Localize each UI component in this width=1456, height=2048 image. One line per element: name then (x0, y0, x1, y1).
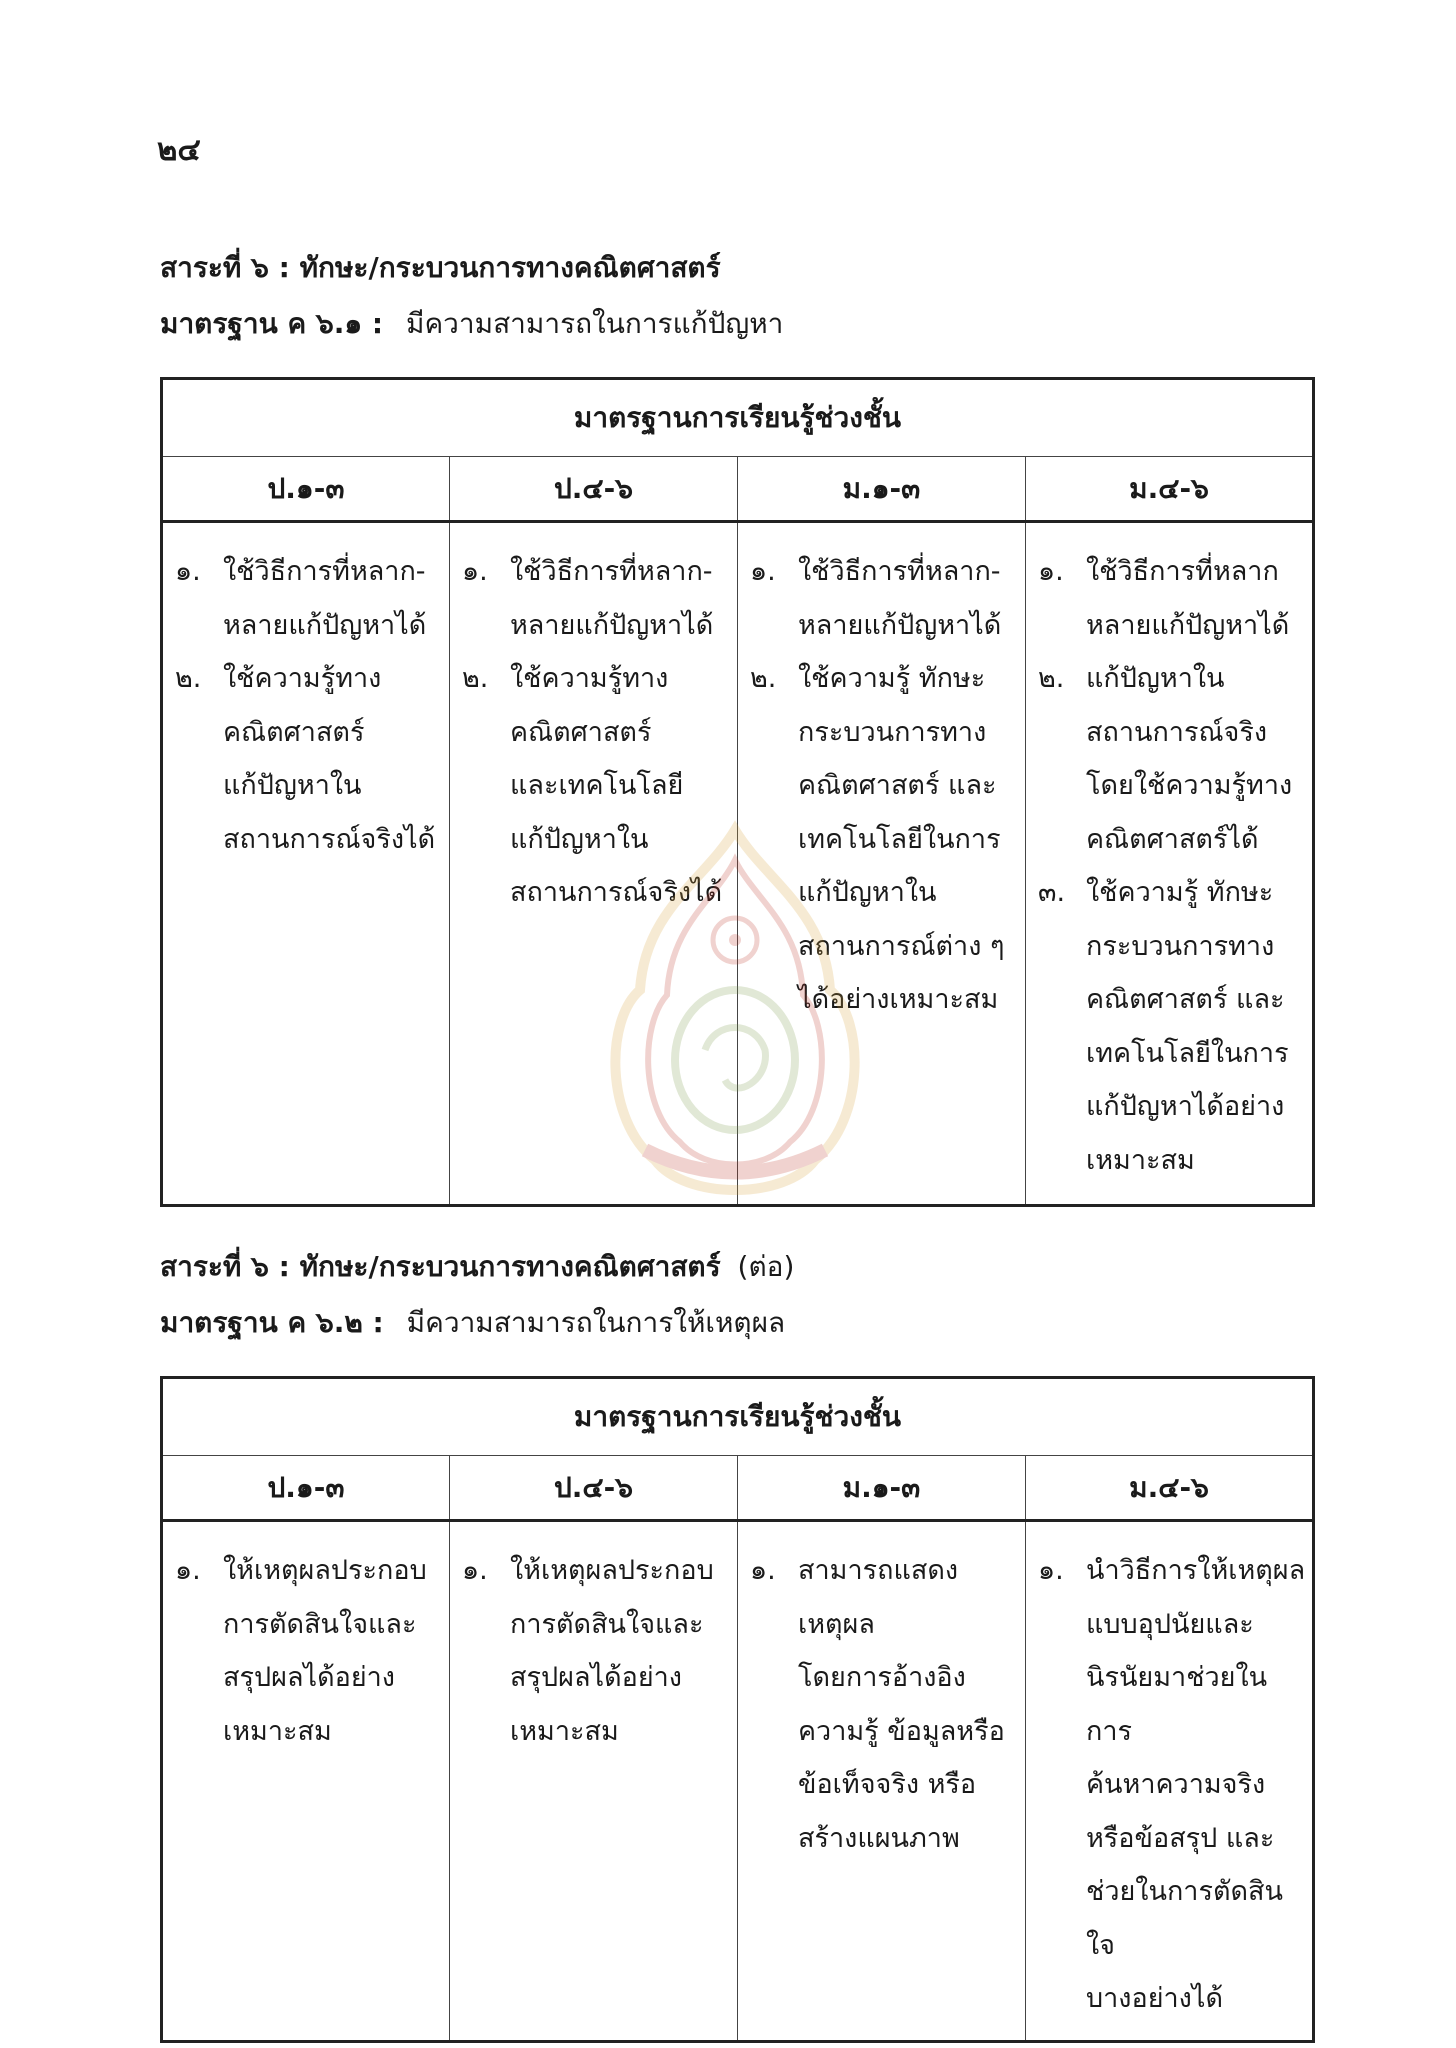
section-2-heading (160, 1245, 794, 1289)
standard-list (750, 545, 1019, 1027)
standard-item (175, 545, 443, 652)
section-1-title: สาระที่ ๖ : ทักษะ/กระบวนการทางคณิตศาสตร์ (160, 251, 721, 284)
item-text-line: กระบวนการทาง (1086, 930, 1275, 962)
item-number: ๑. (1038, 1555, 1064, 1586)
item-text-line: สร้างแผนภาพ (798, 1822, 960, 1854)
item-number: ๑. (1038, 556, 1064, 587)
item-text-line: ค้นหาความจริง (1086, 1769, 1266, 1800)
item-text-line: ให้เหตุผลประกอบ (223, 1555, 427, 1586)
table-2-grade-header: ป.๑-๓ (162, 1456, 450, 1521)
item-text-line: คณิตศาสตร์ (510, 716, 652, 748)
table-2-grade-header: ม.๑-๓ (738, 1456, 1026, 1521)
item-text-line: แบบอุปนัยและ (1086, 1608, 1254, 1640)
item-number: ๒. (175, 663, 202, 694)
item-text-line: แก้ปัญหาใน (510, 823, 649, 855)
item-text-line: แก้ปัญหาใน (798, 877, 937, 908)
standard-item (1038, 545, 1306, 652)
item-number: ๒. (462, 663, 489, 694)
item-text-line: ใช้วิธีการที่หลาก- (510, 556, 713, 587)
item-text-line: หลายแก้ปัญหาได้ (1086, 609, 1290, 641)
item-text-line: หลายแก้ปัญหาได้ (798, 609, 1002, 641)
section-2-standard-code: มาตรฐาน ค ๖.๒ : (160, 1306, 384, 1339)
standard-item (750, 1544, 1019, 1865)
section-1-standard (160, 302, 783, 346)
item-text-line: ใช้ความรู้ ทักษะ (1086, 877, 1274, 908)
item-number: ๑. (462, 1555, 488, 1586)
item-text-line: สรุปผลได้อย่าง (223, 1662, 395, 1693)
item-text-line: เหมาะสม (510, 1715, 619, 1747)
table-2-grade-header: ป.๔-๖ (450, 1456, 738, 1521)
section-1-heading (160, 246, 721, 290)
item-text-line: คณิตศาสตร์ และ (798, 770, 997, 801)
item-number: ๑. (462, 556, 488, 587)
table-1-grade-header: ม.๑-๓ (738, 457, 1026, 522)
item-text-line: สถานการณ์จริงได้ (223, 823, 436, 855)
item-number: ๑. (175, 556, 201, 587)
table-1-grade-header: ป.๔-๖ (450, 457, 738, 522)
item-text-line: ใช้วิธีการที่หลาก- (223, 556, 426, 587)
item-number: ๑. (750, 556, 776, 587)
item-number: ๑. (175, 1555, 201, 1586)
item-text-line: แก้ปัญหาใน (223, 770, 362, 801)
item-text-line: กระบวนการทาง (798, 716, 987, 748)
table-1-grade-header: ม.๔-๖ (1026, 457, 1314, 522)
standard-item (1038, 866, 1306, 1187)
item-text-line: ข้อเท็จจริง หรือ (798, 1769, 977, 1800)
item-text-line: ช่วยในการตัดสินใจ (1086, 1876, 1283, 1961)
item-text-line: สามารถแสดงเหตุผล (798, 1555, 959, 1640)
standard-item (175, 652, 443, 866)
standard-list (462, 545, 731, 920)
item-number: ๒. (1038, 663, 1065, 694)
item-text-line: เหมาะสม (1086, 1144, 1195, 1176)
item-text-line: เทคโนโลยีในการ (1086, 1037, 1289, 1069)
item-text-line: ใช้ความรู้ทาง (510, 663, 669, 694)
standard-item (1038, 1544, 1306, 2026)
item-text-line: สถานการณ์จริง (1086, 716, 1268, 748)
standard-item (462, 1544, 731, 1758)
item-text-line: ได้อย่างเหมาะสม (798, 984, 999, 1015)
table-1-cell (450, 522, 738, 1206)
standard-list (1038, 1544, 1306, 2026)
standard-list (750, 1544, 1019, 1865)
item-text-line: ใช้ความรู้ ทักษะ (798, 663, 986, 694)
table-2-cell (738, 1521, 1026, 2042)
item-text-line: นำวิธีการให้เหตุผล (1086, 1555, 1306, 1586)
standard-list (462, 1544, 731, 1758)
standard-item (750, 545, 1019, 652)
item-text-line: การตัดสินใจและ (510, 1608, 704, 1640)
item-text-line: นิรนัยมาช่วยในการ (1086, 1662, 1268, 1747)
item-text-line: การตัดสินใจและ (223, 1608, 417, 1640)
table-2-title: มาตรฐานการเรียนรู้ช่วงชั้น (162, 1378, 1314, 1456)
standard-item (750, 652, 1019, 1027)
page-number: ๒๔ (157, 132, 201, 168)
table-1-grade-header: ป.๑-๓ (162, 457, 450, 522)
table-2-cell (162, 1521, 450, 2042)
table-2-cell (450, 1521, 738, 2042)
item-text-line: โดยใช้ความรู้ทาง (1086, 770, 1293, 801)
table-2-grade-header: ม.๔-๖ (1026, 1456, 1314, 1521)
item-text-line: ใช้วิธีการที่หลาก- (798, 556, 1001, 587)
item-text-line: บางอย่างได้ (1086, 1983, 1223, 2014)
standard-item (1038, 652, 1306, 866)
item-text-line: เทคโนโลยีในการ (798, 823, 1001, 855)
item-number: ๑. (750, 1555, 776, 1586)
standards-table-1 (160, 377, 1315, 1207)
table-1-title: มาตรฐานการเรียนรู้ช่วงชั้น (162, 379, 1314, 457)
table-1-cell (1026, 522, 1314, 1206)
table-1-cell (738, 522, 1026, 1206)
item-text-line: คณิตศาสตร์ได้ (1086, 823, 1259, 855)
item-text-line: หลายแก้ปัญหาได้ (510, 609, 714, 641)
item-text-line: คณิตศาสตร์ (223, 716, 365, 748)
item-text-line: โดยการอ้างอิง (798, 1662, 966, 1693)
standard-list (175, 545, 443, 866)
item-text-line: หรือข้อสรุป และ (1086, 1822, 1275, 1854)
section-2-title-suffix: (ต่อ) (737, 1250, 795, 1283)
standard-item (175, 1544, 443, 1758)
item-text-line: แก้ปัญหาได้อย่าง (1086, 1091, 1285, 1122)
section-1-standard-code: มาตรฐาน ค ๖.๑ : (160, 307, 384, 340)
standard-item (462, 652, 731, 920)
item-text-line: ความรู้ ข้อมูลหรือ (798, 1715, 1005, 1747)
item-number: ๒. (750, 663, 777, 694)
item-text-line: หลายแก้ปัญหาได้ (223, 609, 427, 641)
standard-list (1038, 545, 1306, 1187)
item-text-line: สถานการณ์จริงได้ (510, 877, 723, 908)
item-text-line: ให้เหตุผลประกอบ (510, 1555, 714, 1586)
table-1-cell (162, 522, 450, 1206)
section-1-standard-text: มีความสามารถในการแก้ปัญหา (405, 307, 784, 340)
item-text-line: สถานการณ์ต่าง ๆ (798, 930, 1005, 962)
standard-item (462, 545, 731, 652)
item-text-line: คณิตศาสตร์ และ (1086, 984, 1285, 1015)
item-text-line: และเทคโนโลยี (510, 770, 684, 801)
item-text-line: ใช้ความรู้ทาง (223, 663, 382, 694)
standards-table-2 (160, 1376, 1315, 2043)
item-text-line: เหมาะสม (223, 1715, 332, 1747)
section-2-standard-text: มีความสามารถในการให้เหตุผล (406, 1306, 786, 1339)
standard-list (175, 1544, 443, 1758)
section-2-title: สาระที่ ๖ : ทักษะ/กระบวนการทางคณิตศาสตร์ (160, 1250, 721, 1283)
item-number: ๓. (1038, 877, 1066, 908)
item-text-line: แก้ปัญหาใน (1086, 663, 1225, 694)
section-2-standard (160, 1301, 785, 1345)
item-text-line: ใช้วิธีการที่หลาก (1086, 556, 1279, 587)
table-2-cell (1026, 1521, 1314, 2042)
item-text-line: สรุปผลได้อย่าง (510, 1662, 682, 1693)
